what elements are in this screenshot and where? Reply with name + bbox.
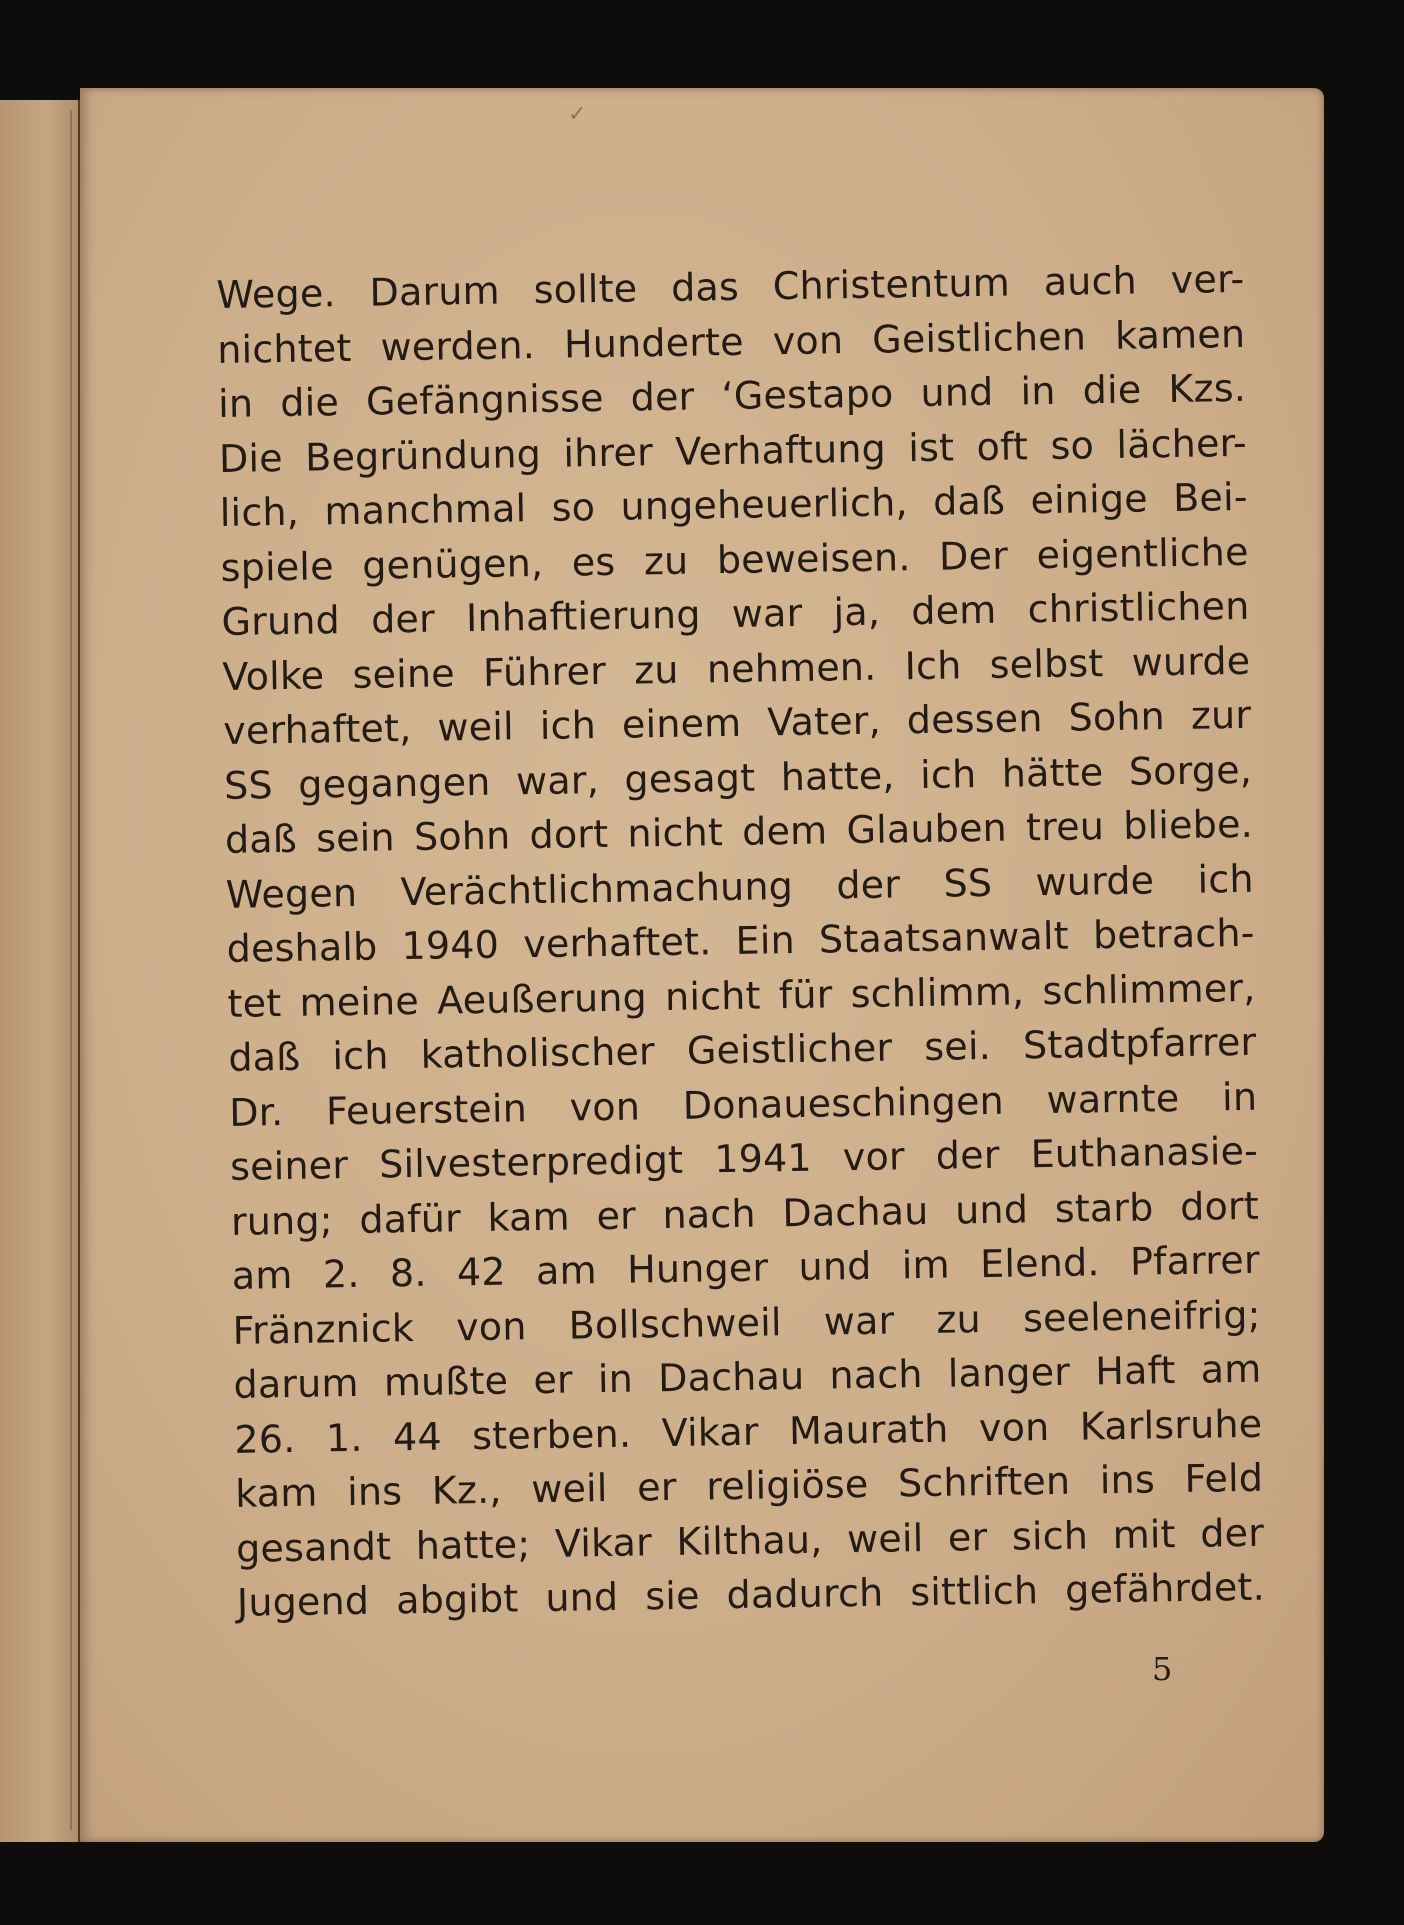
page-fold-line	[70, 110, 72, 1830]
text-line: Dr. Feuerstein von Donaueschingen warnte in	[228, 1074, 1258, 1135]
text-line: Jugend abgibt und sie dadurch sittlich gefährdet.	[236, 1564, 1266, 1625]
text-line: gesandt hatte; Vikar Kilthau, weil er sich mit der	[235, 1510, 1265, 1571]
text-line: darum mußte er in Dachau nach langer Haft am	[233, 1346, 1262, 1407]
text-line: in die Gefängnisse der ‘Gestapo und in die Kzs.	[217, 365, 1247, 426]
body-text	[216, 252, 1265, 1630]
text-line: 26. 1. 44 sterben. Vikar Maurath von Karlsruhe	[234, 1401, 1263, 1462]
text-line: deshalb 1940 verhaftet. Ein Staatsanwalt betrach-	[226, 910, 1255, 971]
text-line: Wege. Darum sollte das Christentum auch ver-	[216, 256, 1245, 317]
text-line: daß sein Sohn dort nicht dem Glauben treu bliebe.	[224, 801, 1254, 862]
text-line: spiele genügen, es zu beweisen. Der eigentliche	[220, 529, 1249, 590]
text-line: nichtet werden. Hunderte von Geistlichen kamen	[216, 311, 1246, 372]
text-line: verhaftet, weil ich einem Vater, dessen Sohn zur	[222, 692, 1252, 753]
pencil-check-mark: ✓	[568, 102, 587, 127]
page-number: 5	[1152, 1650, 1173, 1688]
text-line: SS gegangen war, gesagt hatte, ich hätte Sorge,	[223, 747, 1253, 808]
text-line: Grund der Inhaftierung war ja, dem christlichen	[221, 583, 1250, 644]
text-line: Die Begründung ihrer Verhaftung ist oft so lächer-	[218, 420, 1248, 481]
text-line: seiner Silvesterpredigt 1941 vor der Euthanasie-	[229, 1128, 1259, 1189]
text-line: kam ins Kz., weil er religiöse Schriften ins Feld	[234, 1455, 1264, 1516]
text-line: Volke seine Führer zu nehmen. Ich selbst wurde	[222, 638, 1251, 699]
text-line: Fränznick von Bollschweil war zu seeleneifrig;	[232, 1292, 1261, 1353]
text-line: daß ich katholischer Geistlicher sei. Stadtpfarrer	[228, 1019, 1257, 1080]
text-line: rung; dafür kam er nach Dachau und starb dort	[230, 1183, 1260, 1244]
text-line: am 2. 8. 42 am Hunger und im Elend. Pfarrer	[231, 1237, 1261, 1298]
text-line: tet meine Aeußerung nicht für schlimm, schlimmer,	[227, 965, 1256, 1026]
facing-page-edge	[0, 100, 80, 1842]
book-page	[80, 88, 1324, 1842]
text-line: Wegen Verächtlichmachung der SS wurde ich	[225, 856, 1255, 917]
text-line: lich, manchmal so ungeheuerlich, daß einige Bei-	[219, 474, 1249, 535]
